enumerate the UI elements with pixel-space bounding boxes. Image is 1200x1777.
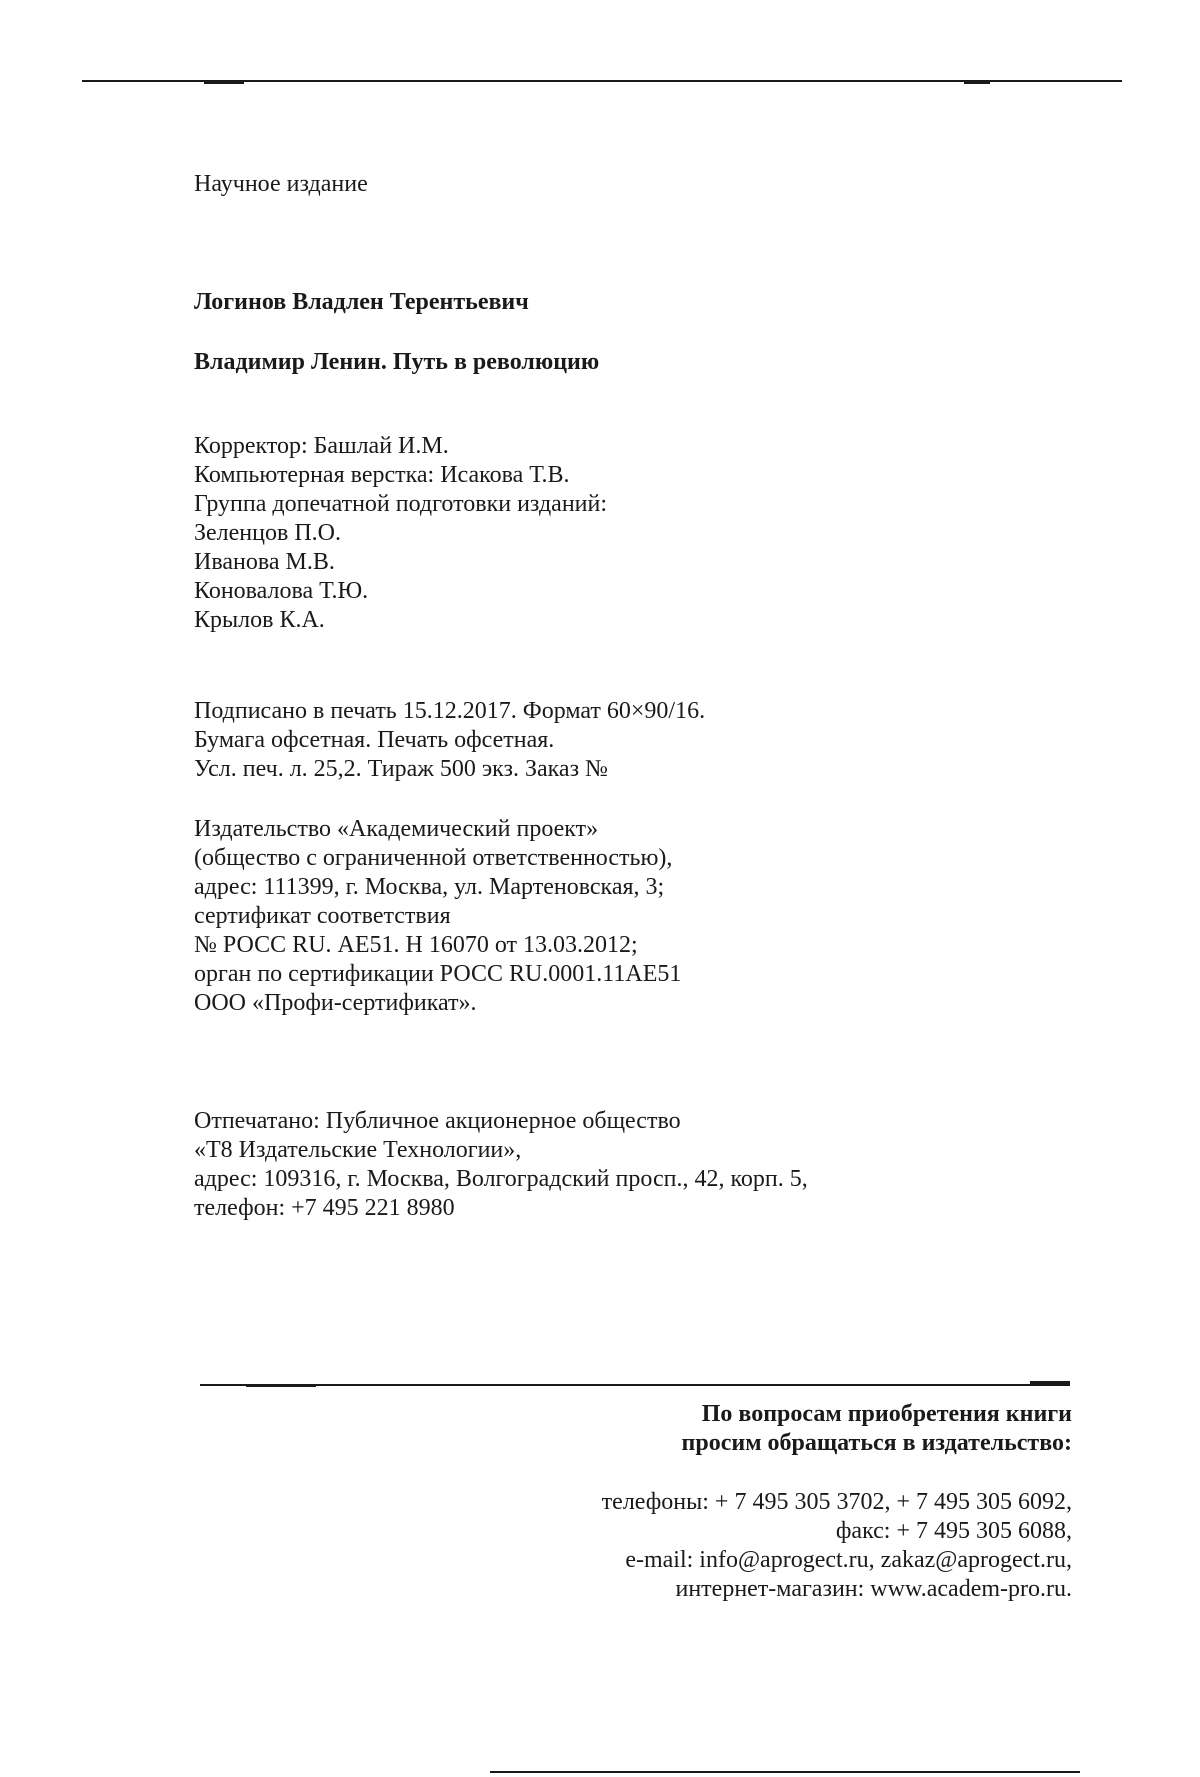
book-title: Владимир Ленин. Путь в революцию	[194, 349, 600, 375]
series-text: Научное издание	[194, 171, 368, 197]
publisher-line: Издательство «Академический проект»	[194, 816, 599, 842]
print-info-line: Бумага офсетная. Печать офсетная.	[194, 727, 555, 753]
divider-rule	[200, 1384, 1070, 1386]
staff-line: Коновалова Т.Ю.	[194, 578, 369, 604]
publisher-line: ООО «Профи-сертификат».	[194, 990, 477, 1016]
staff-line: Зеленцов П.О.	[194, 520, 341, 546]
staff-line: Корректор: Башлай И.М.	[194, 433, 449, 459]
contact-email: e-mail: info@aprogect.ru, zakaz@aprogect.ru,	[625, 1547, 1072, 1573]
contact-fax: факс: + 7 495 305 6088,	[835, 1518, 1072, 1544]
publisher-line: № РОСС RU. АЕ51. Н 16070 от 13.03.2012;	[194, 932, 638, 958]
staff-line: Крылов К.А.	[194, 607, 325, 633]
staff-line: Иванова М.В.	[194, 549, 335, 575]
printer-line: «Т8 Издательские Технологии»,	[194, 1137, 522, 1163]
printer-line: телефон: +7 495 221 8980	[194, 1195, 455, 1221]
printer-line: адрес: 109316, г. Москва, Волгоградский просп., 42, корп. 5,	[194, 1166, 808, 1192]
printer-line: Отпечатано: Публичное акционерное общество	[194, 1108, 681, 1134]
contact-shop: интернет-магазин: www.academ-pro.ru.	[675, 1576, 1072, 1602]
staff-block	[194, 432, 607, 635]
print-info-block	[194, 697, 705, 784]
contact-heading	[682, 1400, 1072, 1458]
top-rule-tick	[204, 80, 244, 84]
publisher-line: сертификат соответствия	[194, 903, 451, 929]
print-info-line: Усл. печ. л. 25,2. Тираж 500 экз. Заказ №	[194, 756, 608, 782]
print-info-line: Подписано в печать 15.12.2017. Формат 60×90/16.	[194, 698, 706, 724]
printer-block	[194, 1107, 808, 1223]
publisher-block	[194, 815, 681, 1018]
publisher-line: (общество с ограниченной ответственностью),	[194, 845, 673, 871]
contact-heading-line: По вопросам приобретения книги	[701, 1401, 1072, 1427]
contact-phones: телефоны: + 7 495 305 3702, + 7 495 305 6092,	[601, 1489, 1072, 1515]
publisher-line: адрес: 111399, г. Москва, ул. Мартеновская, 3;	[194, 874, 665, 900]
divider-rule-tick	[1030, 1381, 1070, 1384]
staff-line: Компьютерная верстка: Исакова Т.В.	[194, 462, 570, 488]
title-block	[194, 348, 599, 377]
author-name: Логинов Владлен Терентьевич	[194, 289, 529, 315]
top-rule-tick	[964, 80, 990, 84]
staff-line: Группа допечатной подготовки изданий:	[194, 491, 608, 517]
bottom-rule	[490, 1771, 1080, 1773]
divider-rule-tick	[246, 1384, 316, 1387]
series-label	[194, 170, 368, 199]
publisher-line: орган по сертификации РОСС RU.0001.11АЕ51	[194, 961, 682, 987]
contact-info	[602, 1488, 1072, 1604]
contact-heading-line: просим обращаться в издательство:	[681, 1430, 1072, 1456]
author-block	[194, 288, 529, 317]
